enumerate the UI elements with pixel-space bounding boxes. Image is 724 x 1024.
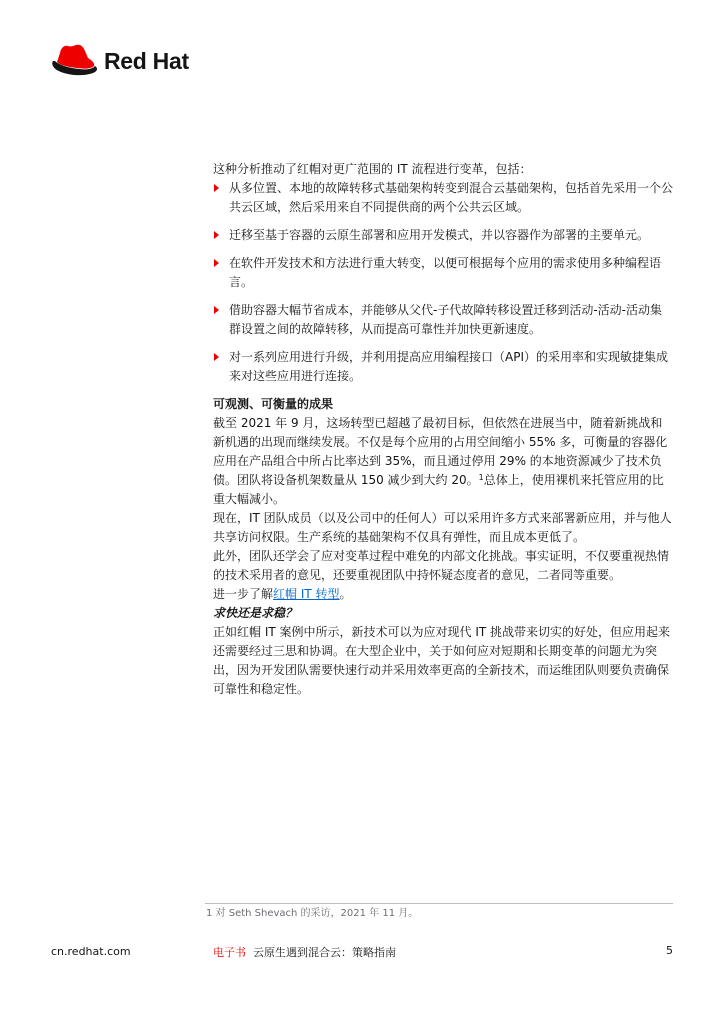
list-item [213, 179, 673, 217]
list-item-text: 迁移至基于容器的云原生部署和应用开发模式，并以容器作为部署的主要单元。 [229, 228, 650, 242]
learn-more-suffix: 。 [339, 587, 352, 601]
red-hat-logo [51, 43, 189, 79]
list-item-text: 在软件开发技术和方法进行重大转变，以便可根据每个应用的需求使用多种编程语言。 [229, 256, 662, 289]
logo-text: Red Hat [104, 47, 189, 74]
results-paragraph [213, 414, 673, 509]
footer-website-link[interactable]: cn.redhat.com [51, 945, 131, 958]
list-item [213, 226, 673, 245]
learn-more-prefix: 进一步了解 [213, 587, 274, 601]
footer-doc-title: 云原生遇到混合云：策略指南 [253, 946, 396, 959]
list-item [213, 254, 673, 292]
footnote-reference[interactable]: 1 [478, 473, 484, 482]
bullet-arrow-icon [214, 353, 219, 361]
learn-more-paragraph [213, 585, 673, 604]
results-text: 截至 2021 年 9 月，这场转型已超越了最初目标，但依然在进展当中，随着新挑战和新机遇的出现而继续发展。不仅是每个应用的占用空间缩小 55% 多，可衡量的容器化应用在产品组合中所占比率达到 35%，而且通过停用 29% 的本地资源减少了技术负债。团队将设备机架数量从 150 减少到大约 20。 [213, 416, 668, 487]
team-paragraph: 现在，IT 团队成员（以及公司中的任何人）可以采用许多方式来部署新应用，并与他人共享访问权限。生产系统的基础架构不仅具有弹性，而且成本更低了。 [213, 511, 672, 544]
intro-paragraph: 这种分析推动了红帽对更广范围的 IT 流程进行变革，包括： [213, 162, 532, 176]
footer-document-info [213, 944, 396, 960]
speed-paragraph: 正如红帽 IT 案例中所示，新技术可以为应对现代 IT 挑战带来切实的好处，但应用起来还需要经过三思和协调。在大型企业中，关于如何应对短期和长期变革的问题尤为突出，因为开发团队需要快速行动并采用效率更高的全新技术，而运维团队则要负责确保可靠性和稳定性。 [213, 625, 670, 696]
footnote-divider [205, 903, 673, 904]
bullet-arrow-icon [214, 306, 219, 314]
bullet-arrow-icon [214, 231, 219, 239]
footnote: 1 对 Seth Shevach 的采访，2021 年 11 月。 [206, 908, 419, 919]
list-item-text: 从多位置、本地的故障转移式基础架构转变到混合云基础架构，包括首先采用一个公共云区域，然后采用来自不同提供商的两个公共云区域。 [229, 181, 674, 214]
transformation-list [213, 179, 673, 386]
red-hat-it-transformation-link[interactable]: 红帽 IT 转型 [273, 587, 340, 601]
section-heading-results: 可观测、可衡量的成果 [213, 397, 334, 411]
bullet-arrow-icon [214, 184, 219, 192]
section-heading-speed: 求快还是求稳？ [213, 606, 298, 620]
results-text-continued: 总体上，使用裸机来托管应用的比重大幅减小。 [213, 473, 664, 506]
page-number: 5 [666, 944, 673, 957]
red-hat-icon [51, 44, 99, 78]
list-item-text: 借助容器大幅节省成本，并能够从父代-子代故障转移设置迁移到活动-活动-活动集群设置之间的故障转移，从而提高可靠性并加快更新速度。 [229, 303, 662, 336]
main-content [213, 160, 673, 699]
list-item [213, 348, 673, 386]
culture-paragraph: 此外，团队还学会了应对变革过程中难免的内部文化挑战。事实证明，不仅要重视热情的技术采用者的意见，还要重视团队中持怀疑态度者的意见，二者同等重要。 [213, 549, 670, 582]
list-item [213, 301, 673, 339]
footer-doc-type: 电子书 [213, 946, 246, 959]
list-item-text: 对一系列应用进行升级，并利用提高应用编程接口（API）的采用率和实现敏捷集成来对这些应用进行连接。 [229, 350, 668, 383]
bullet-arrow-icon [214, 259, 219, 267]
